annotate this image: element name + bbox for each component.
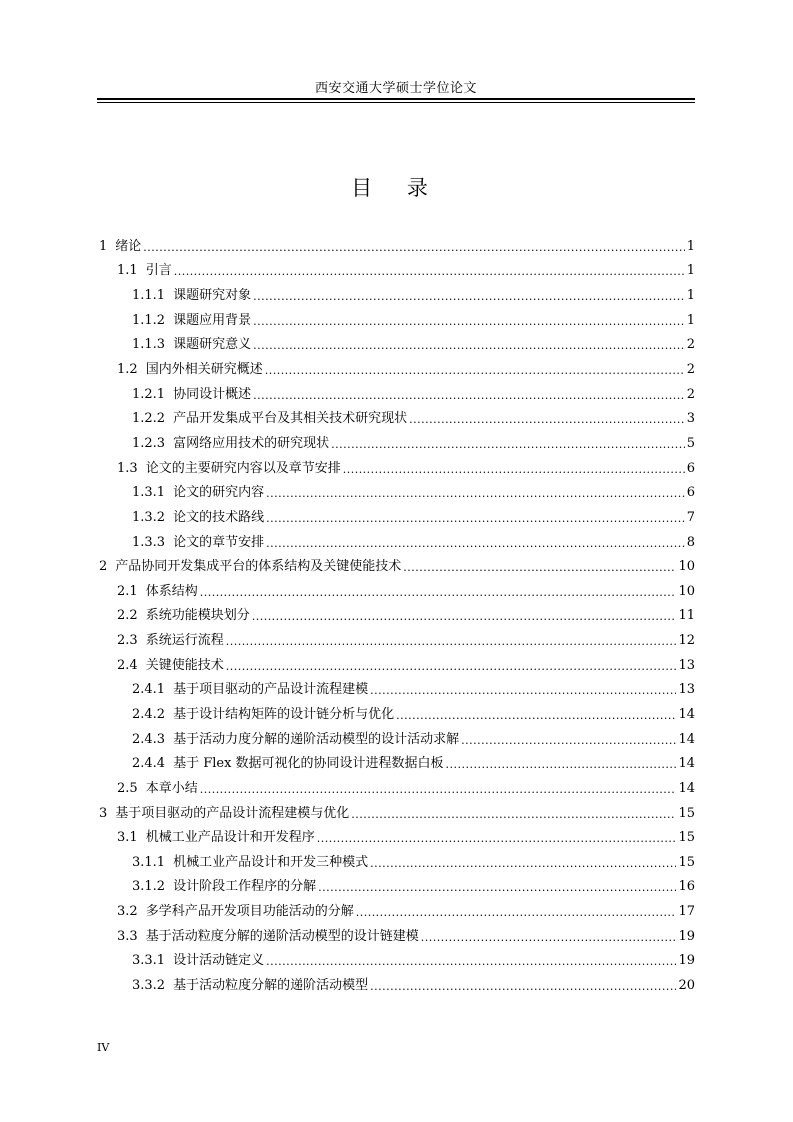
toc-entry-number: 3 — [99, 805, 108, 821]
toc-entry-page: 15 — [678, 805, 695, 821]
header-rule-thick — [97, 98, 695, 100]
toc-entry-title: 机械工业产品设计和开发程序 — [145, 830, 315, 846]
toc-dot-leader — [266, 486, 685, 499]
toc-entry-page: 10 — [678, 559, 695, 575]
toc-entry-title: 多学科产品开发项目功能活动的分解 — [145, 904, 354, 920]
toc-entry[interactable] — [97, 653, 695, 678]
toc-entry[interactable] — [97, 850, 695, 875]
toc-dot-leader — [461, 733, 676, 746]
toc-entry[interactable] — [97, 333, 695, 358]
toc-entry-number: 1.1.1 — [132, 288, 166, 304]
toc-entry-number: 2 — [99, 559, 108, 575]
toc-dot-leader — [403, 560, 676, 573]
toc-entry-title: 基于项目驱动的产品设计流程建模 — [173, 682, 369, 698]
toc-entry[interactable] — [97, 431, 695, 456]
toc-entry[interactable] — [97, 480, 695, 505]
toc-dot-leader — [252, 609, 677, 622]
toc-dot-leader — [409, 412, 685, 425]
toc-entry[interactable] — [97, 702, 695, 727]
toc-entry-number: 1.1.3 — [132, 337, 166, 353]
toc-dot-leader — [331, 437, 685, 450]
toc-entry[interactable] — [97, 899, 695, 924]
toc-dot-leader — [200, 585, 677, 598]
toc-entry-title: 设计阶段工作程序的分解 — [173, 879, 317, 895]
toc-dot-leader — [200, 782, 677, 795]
toc-entry[interactable] — [97, 751, 695, 776]
toc-entry-number: 1.2.3 — [132, 435, 166, 451]
toc-dot-leader — [143, 240, 684, 253]
toc-dot-leader — [446, 757, 677, 770]
toc-dot-leader — [265, 363, 685, 376]
toc-dot-leader — [370, 856, 676, 869]
toc-entry-page: 1 — [686, 312, 695, 328]
toc-entry-title: 设计活动链定义 — [173, 953, 265, 969]
toc-entry-title: 关键使能技术 — [145, 657, 224, 673]
toc-entry-title: 富网络应用技术的研究现状 — [173, 435, 330, 451]
toc-entry-number: 1.3.3 — [132, 534, 166, 550]
header-rule-thin — [97, 102, 695, 103]
toc-dot-leader — [317, 831, 677, 844]
toc-entry[interactable] — [97, 554, 695, 579]
toc-entry-title: 系统功能模块划分 — [145, 608, 250, 624]
toc-dot-leader — [421, 930, 677, 943]
toc-dot-leader — [318, 880, 676, 893]
toc-entry-title: 绪论 — [115, 238, 142, 254]
toc-entry[interactable] — [97, 406, 695, 431]
toc-entry-page: 15 — [678, 830, 695, 846]
toc-entry-title: 产品协同开发集成平台的体系结构及关键使能技术 — [115, 559, 402, 575]
toc-entry[interactable] — [97, 678, 695, 703]
toc-entry-number: 2.4.4 — [132, 756, 166, 772]
toc-dot-leader — [253, 388, 685, 401]
toc-entry-title: 论文的技术路线 — [173, 509, 265, 525]
toc-entry[interactable] — [97, 357, 695, 382]
toc-entry[interactable] — [97, 234, 695, 259]
toc-entry-page: 14 — [678, 756, 695, 772]
toc-entry[interactable] — [97, 801, 695, 826]
toc-entry-title: 引言 — [145, 263, 172, 279]
toc-entry-page: 8 — [686, 534, 695, 550]
toc-dot-leader — [253, 338, 685, 351]
toc-entry-page: 15 — [678, 854, 695, 870]
toc-entry-page: 2 — [686, 386, 695, 402]
toc-entry[interactable] — [97, 727, 695, 752]
toc-entry[interactable] — [97, 973, 695, 998]
toc-entry[interactable] — [97, 259, 695, 284]
toc-dot-leader — [226, 634, 677, 647]
toc-entry-title: 国内外相关研究概述 — [145, 362, 263, 378]
toc-entry-page: 6 — [686, 485, 695, 501]
toc-dot-leader — [174, 264, 685, 277]
toc-entry-number: 2.1 — [117, 583, 138, 599]
toc-entry-number: 2.4 — [117, 657, 138, 673]
toc-entry[interactable] — [97, 308, 695, 333]
toc-entry-page: 5 — [686, 435, 695, 451]
toc-entry-page: 17 — [678, 904, 695, 920]
toc-dot-leader — [396, 708, 676, 721]
running-header: 西安交通大学硕士学位论文 — [314, 81, 477, 96]
toc-dot-leader — [370, 979, 676, 992]
toc-entry-number: 2.4.3 — [132, 731, 166, 747]
toc-entry-page: 6 — [686, 460, 695, 476]
toc-entry-page: 2 — [686, 362, 695, 378]
toc-entry-title: 基于设计结构矩阵的设计链分析与优化 — [173, 706, 395, 722]
toc-entry-title: 基于项目驱动的产品设计流程建模与优化 — [115, 805, 350, 821]
toc-dot-leader — [351, 807, 676, 820]
toc-entry-title: 产品开发集成平台及其相关技术研究现状 — [173, 411, 408, 427]
toc-entry-page: 13 — [678, 682, 695, 698]
toc-entry-number: 3.3.1 — [132, 953, 166, 969]
toc-entry-title: 课题研究对象 — [173, 288, 252, 304]
toc-entry-title: 基于活动粒度分解的递阶活动模型的设计链建模 — [145, 928, 419, 944]
toc-entry-number: 1.3.1 — [132, 485, 166, 501]
toc-dot-leader — [226, 659, 677, 672]
toc-entry[interactable] — [97, 628, 695, 653]
toc-entry-title: 课题研究意义 — [173, 337, 252, 353]
toc-entry[interactable] — [97, 456, 695, 481]
toc-entry-number: 2.4.2 — [132, 706, 166, 722]
toc-entry-page: 14 — [678, 780, 695, 796]
toc-entry-page: 16 — [678, 879, 695, 895]
toc-entry[interactable] — [97, 382, 695, 407]
toc-dot-leader — [253, 314, 685, 327]
toc-entry[interactable] — [97, 924, 695, 949]
toc-entry-title: 论文的章节安排 — [173, 534, 265, 550]
toc-entry-number: 1 — [99, 238, 108, 254]
toc-entry-title: 基于活动力度分解的递阶活动模型的设计活动求解 — [173, 731, 460, 747]
toc-entry[interactable] — [97, 825, 695, 850]
toc-entry-title: 系统运行流程 — [145, 633, 224, 649]
toc-dot-leader — [266, 536, 685, 549]
toc-entry-number: 1.2.1 — [132, 386, 166, 402]
toc-entry-page: 7 — [686, 509, 695, 525]
toc-entry[interactable] — [97, 283, 695, 308]
toc-entry[interactable] — [97, 579, 695, 604]
toc-dot-leader — [370, 683, 676, 696]
toc-entry[interactable] — [97, 530, 695, 555]
toc-entry-number: 2.2 — [117, 608, 138, 624]
toc-entry-title: 体系结构 — [145, 583, 198, 599]
toc-entry-page: 1 — [686, 288, 695, 304]
toc-entry-page: 20 — [678, 978, 695, 994]
toc-entry-title: 论文的研究内容 — [173, 485, 265, 501]
toc-entry-title: 课题应用背景 — [173, 312, 252, 328]
toc-entry-page: 3 — [686, 411, 695, 427]
toc-entry-page: 2 — [686, 337, 695, 353]
toc-entry-number: 3.1.2 — [132, 879, 166, 895]
toc-entry-number: 1.2.2 — [132, 411, 166, 427]
toc-entry[interactable] — [97, 949, 695, 974]
toc-entry-number: 2.3 — [117, 633, 138, 649]
toc-entry-number: 1.2 — [117, 362, 138, 378]
table-of-contents — [97, 234, 695, 998]
toc-entry-title: 基于活动粒度分解的递阶活动模型 — [173, 978, 369, 994]
toc-entry-page: 1 — [686, 263, 695, 279]
toc-entry-page: 19 — [678, 953, 695, 969]
toc-entry-page: 19 — [678, 928, 695, 944]
toc-dot-leader — [266, 511, 685, 524]
toc-entry-title: 本章小结 — [145, 780, 198, 796]
toc-dot-leader — [266, 954, 676, 967]
page-number: IV — [97, 1041, 110, 1054]
toc-entry-page: 14 — [678, 731, 695, 747]
toc-entry-number: 2.4.1 — [132, 682, 166, 698]
toc-entry-page: 10 — [678, 583, 695, 599]
toc-entry-title: 机械工业产品设计和开发三种模式 — [173, 854, 369, 870]
toc-entry-page: 11 — [678, 608, 695, 624]
toc-entry-number: 1.1 — [117, 263, 138, 279]
toc-entry-number: 3.1.1 — [132, 854, 166, 870]
toc-dot-leader — [253, 289, 685, 302]
toc-entry-number: 3.3.2 — [132, 978, 166, 994]
toc-entry[interactable] — [97, 776, 695, 801]
toc-entry-page: 14 — [678, 706, 695, 722]
toc-entry-page: 1 — [686, 238, 695, 254]
toc-entry[interactable] — [97, 875, 695, 900]
toc-entry-number: 1.3.2 — [132, 509, 166, 525]
toc-dot-leader — [356, 905, 677, 918]
toc-entry-number: 3.1 — [117, 830, 138, 846]
toc-entry-number: 3.2 — [117, 904, 138, 920]
toc-dot-leader — [343, 462, 685, 475]
toc-entry-page: 13 — [678, 657, 695, 673]
toc-entry-title: 基于 Flex 数据可视化的协同设计进程数据白板 — [173, 756, 444, 772]
toc-entry-page: 12 — [678, 633, 695, 649]
toc-entry-number: 3.3 — [117, 928, 138, 944]
toc-entry-title: 论文的主要研究内容以及章节安排 — [145, 460, 341, 476]
toc-entry-number: 1.3 — [117, 460, 138, 476]
toc-entry[interactable] — [97, 505, 695, 530]
toc-entry-title: 协同设计概述 — [173, 386, 252, 402]
toc-entry-number: 2.5 — [117, 780, 138, 796]
toc-title: 目 录 — [351, 176, 442, 200]
toc-entry-number: 1.1.2 — [132, 312, 166, 328]
toc-entry[interactable] — [97, 604, 695, 629]
